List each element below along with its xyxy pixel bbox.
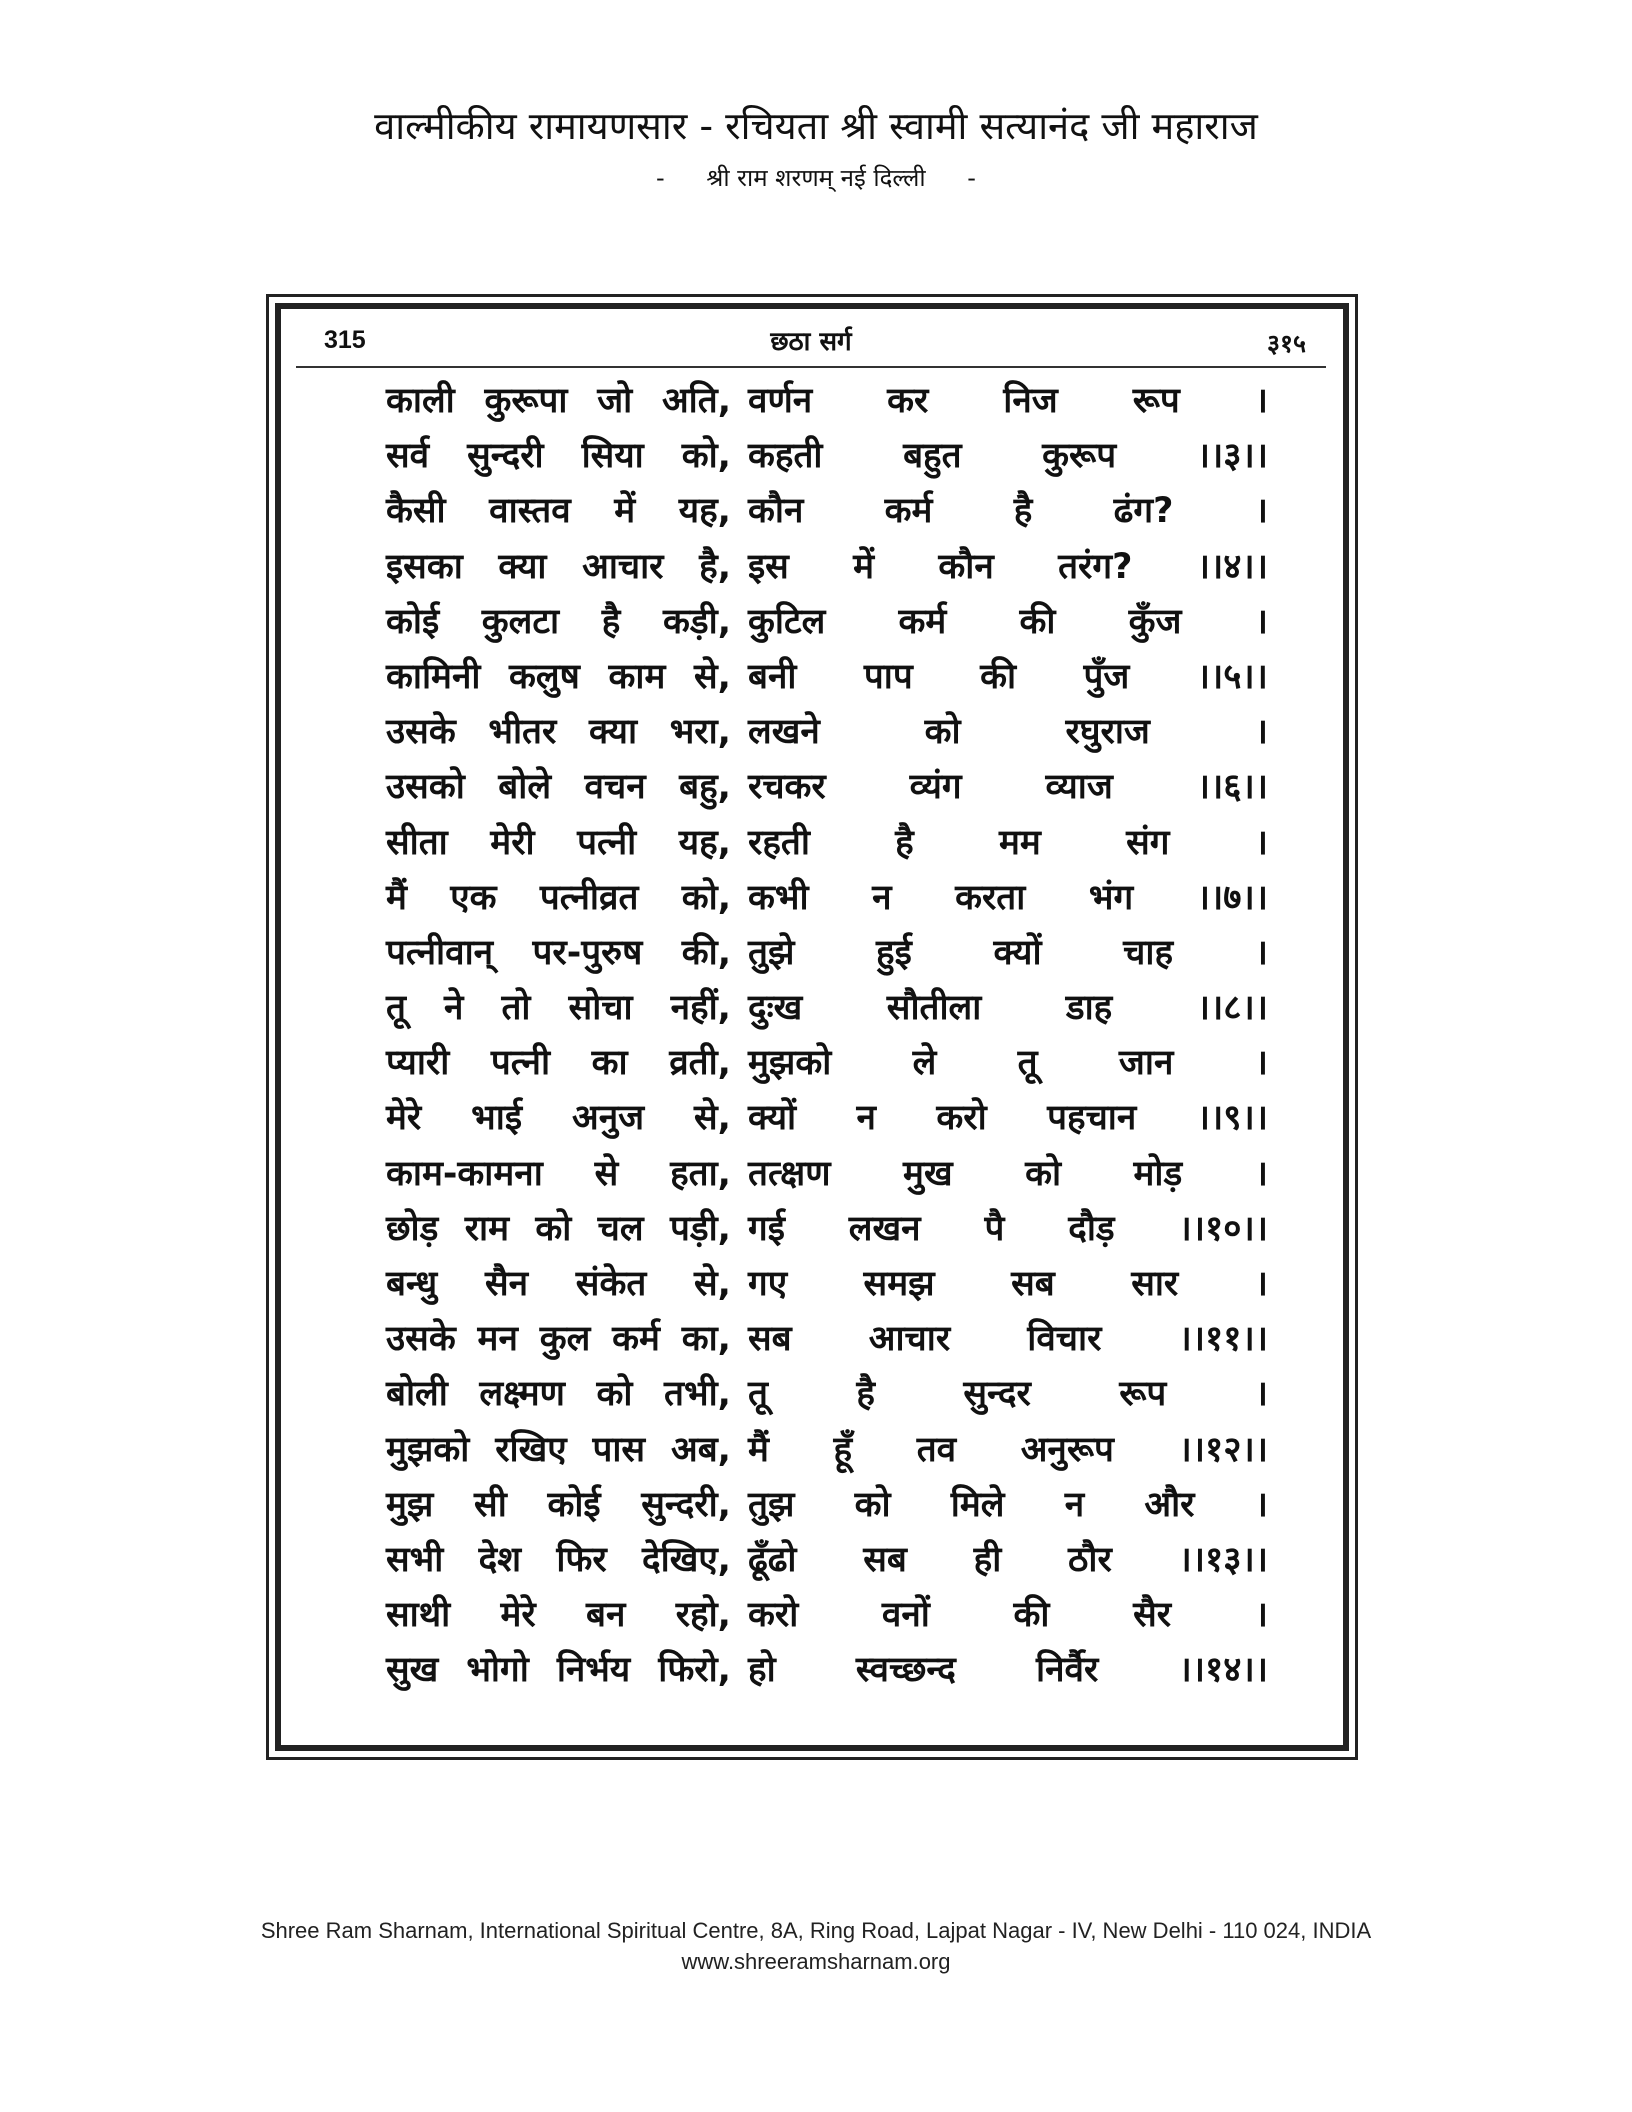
verse-first-half <box>386 1588 731 1643</box>
verse-word: ।।७।। <box>1196 877 1268 918</box>
verse-word: पै <box>984 1208 1005 1249</box>
verse-word: है <box>601 601 621 642</box>
verse-second-half <box>748 1147 1268 1202</box>
verse-word: की <box>1013 1595 1050 1636</box>
verse-word: देश <box>478 1539 522 1580</box>
verse-word: निज <box>1003 381 1058 421</box>
verse-word: रचकर <box>748 767 826 808</box>
verse-word: मेरी <box>490 822 535 863</box>
footer-website: www.shreeramsharnam.org <box>681 1949 951 1974</box>
verse-word: विचार <box>1027 1319 1102 1360</box>
verse-first-half <box>386 1478 731 1533</box>
verse-line <box>386 1257 1316 1312</box>
verse-word: पत्नीव्रत <box>539 877 639 918</box>
verse-word: फिर <box>556 1539 607 1580</box>
verse-word: सौतीला <box>886 988 982 1029</box>
verse-word: मुझको <box>748 1043 832 1084</box>
verse-line <box>386 926 1316 981</box>
verse-word: गए <box>748 1264 788 1304</box>
verse-word: ।।५।। <box>1196 656 1268 697</box>
verse-word: लक्ष्मण <box>479 1374 565 1415</box>
verse-word: । <box>1254 601 1268 642</box>
verse-word: ।।६।। <box>1196 767 1268 808</box>
verse-word: मम <box>998 822 1041 863</box>
verse-word: अब, <box>670 1429 731 1470</box>
verse-word: भीतर <box>488 712 557 753</box>
verse-word: यह, <box>678 491 731 532</box>
verse-word: मोड़ <box>1133 1153 1183 1194</box>
verse-word: कामिनी <box>386 656 481 697</box>
running-head <box>296 320 1326 368</box>
verse-word: कर्म <box>884 491 933 532</box>
verse-word: इस <box>748 546 789 587</box>
verse-word: रूप <box>1132 381 1180 421</box>
verse-word: रघुराज <box>1065 712 1150 753</box>
verse-word: है, <box>699 546 731 587</box>
verse-word: फिरो, <box>658 1650 731 1691</box>
verse-word: तव <box>916 1429 957 1470</box>
verse-word: कर्म <box>612 1319 660 1360</box>
verse-word: हूँ <box>833 1429 853 1470</box>
verse-word: तू <box>1017 1043 1038 1084</box>
verse-word: बोले <box>498 767 552 808</box>
header-dash-right: - <box>967 164 976 192</box>
verse-first-half <box>386 1367 731 1422</box>
page-number-right: ३१५ <box>1266 329 1306 358</box>
verse-word: । <box>1254 491 1268 532</box>
verse-word: उसके <box>386 1319 456 1360</box>
verse-word: पुँज <box>1083 656 1130 697</box>
verse-word: सब <box>863 1539 907 1580</box>
verse-word: डाह <box>1065 988 1113 1029</box>
verse-word: छोड़ <box>386 1208 439 1249</box>
verse-word: की, <box>681 932 731 973</box>
verse-second-half <box>748 1091 1268 1146</box>
verse-word: तुझे <box>748 932 795 973</box>
header-dash-left: - <box>656 164 665 192</box>
verse-word: व्रती, <box>669 1043 731 1084</box>
verse-word: ही <box>973 1539 1002 1580</box>
verse-second-half <box>748 1478 1268 1533</box>
verse-line <box>386 1312 1316 1367</box>
verse-word: सोचा <box>568 988 633 1029</box>
verse-first-half <box>386 871 731 926</box>
verse-first-half <box>386 760 731 815</box>
verse-word: निर्वैर <box>1036 1650 1099 1691</box>
verse-word: लखन <box>848 1208 921 1249</box>
verse-first-half <box>386 816 731 871</box>
verse-word: सीता <box>386 822 448 863</box>
verse-word: को, <box>681 436 731 477</box>
verse-first-half <box>386 1533 731 1588</box>
verse-word: कुरूपा <box>484 381 568 421</box>
verse-word: कभी <box>748 877 809 918</box>
verse-first-half <box>386 1423 731 1478</box>
verse-first-half <box>386 429 731 484</box>
verse-word: नहीं, <box>670 988 731 1029</box>
verse-word: जान <box>1118 1043 1174 1084</box>
verse-first-half <box>386 484 731 539</box>
verse-word: की <box>1019 601 1056 642</box>
verse-word: को, <box>681 877 731 918</box>
verse-word: क्या <box>498 546 547 587</box>
verse-second-half <box>748 1367 1268 1422</box>
verse-word: मेरे <box>386 1098 422 1139</box>
verse-word: कुलटा <box>481 601 560 642</box>
verse-second-half <box>748 705 1268 760</box>
verse-line <box>386 374 1316 429</box>
verse-word: भरा, <box>669 712 731 753</box>
verse-word: रहो, <box>675 1595 731 1636</box>
verse-second-half <box>748 871 1268 926</box>
verse-word: को <box>535 1208 572 1249</box>
verse-first-half <box>386 1257 731 1312</box>
verse-word: लखने <box>748 712 820 753</box>
verse-word: सैर <box>1133 1595 1172 1636</box>
verse-word: पहचान <box>1047 1098 1137 1139</box>
verse-word: करो <box>936 1098 987 1139</box>
verse-word: सुन्दरी <box>467 436 544 477</box>
verse-line <box>386 650 1316 705</box>
verse-first-half <box>386 1202 731 1257</box>
verse-word: है <box>1013 491 1033 532</box>
verse-line <box>386 1202 1316 1257</box>
verse-word: से, <box>694 1264 731 1304</box>
verse-word: सिया <box>581 436 644 477</box>
verse-word: ।।३।। <box>1196 436 1268 477</box>
verse-word: यह, <box>678 822 731 863</box>
verse-line <box>386 705 1316 760</box>
verse-word: कड़ी, <box>663 601 731 642</box>
verse-first-half <box>386 1147 731 1202</box>
verse-first-half <box>386 1643 731 1698</box>
verse-word: मन <box>477 1319 518 1360</box>
verse-first-half <box>386 540 731 595</box>
verse-word: । <box>1254 381 1268 421</box>
verse-word: बहुत <box>903 436 962 477</box>
verse-word: कलुष <box>509 656 580 697</box>
verse-word: सार <box>1131 1264 1179 1304</box>
verse-word: स्वच्छन्द <box>855 1650 956 1691</box>
verse-second-half <box>748 595 1268 650</box>
verse-list <box>386 374 1316 1699</box>
verse-first-half <box>386 374 731 429</box>
verse-word: को <box>1025 1153 1062 1194</box>
verse-word: तत्क्षण <box>748 1153 831 1194</box>
verse-word: ।।१२।। <box>1178 1429 1268 1470</box>
page-header <box>0 100 1632 196</box>
verse-first-half <box>386 650 731 705</box>
verse-word: साथी <box>386 1595 451 1636</box>
header-subtitle-text: श्री राम शरणम् नई दिल्ली <box>706 164 926 192</box>
verse-word: न <box>872 877 892 918</box>
verse-word: तो <box>501 988 531 1029</box>
verse-first-half <box>386 595 731 650</box>
verse-word: सब <box>1011 1264 1055 1304</box>
verse-line <box>386 981 1316 1036</box>
verse-word: पास <box>592 1429 646 1470</box>
verse-line <box>386 1036 1316 1091</box>
verse-second-half <box>748 760 1268 815</box>
verse-word: काम <box>608 656 666 697</box>
verse-word: । <box>1254 1484 1268 1525</box>
verse-word: करता <box>955 877 1026 918</box>
verse-second-half <box>748 1202 1268 1257</box>
verse-word: ठौर <box>1068 1539 1112 1580</box>
verse-word: में <box>614 491 636 532</box>
verse-word: मैं <box>748 1429 769 1470</box>
verse-word: करो <box>748 1595 799 1636</box>
verse-word: ले <box>912 1043 937 1084</box>
verse-second-half <box>748 1036 1268 1091</box>
verse-first-half <box>386 981 731 1036</box>
verse-word: कर्म <box>898 601 947 642</box>
verse-word: काली <box>386 381 455 421</box>
verse-word: रहती <box>748 822 810 863</box>
verse-second-half <box>748 1312 1268 1367</box>
verse-second-half <box>748 981 1268 1036</box>
verse-word: भाई <box>471 1098 523 1139</box>
verse-word: । <box>1254 1153 1268 1194</box>
verse-line <box>386 429 1316 484</box>
verse-word: व्याज <box>1045 767 1113 808</box>
verse-word: को <box>596 1374 633 1415</box>
verse-word: बन <box>586 1595 626 1636</box>
verse-word: पाप <box>863 656 913 697</box>
verse-word: दौड़ <box>1068 1208 1115 1249</box>
verse-second-half <box>748 1588 1268 1643</box>
verse-word: कुल <box>539 1319 591 1360</box>
verse-word: राम <box>464 1208 509 1249</box>
page-number-left: 315 <box>324 326 366 354</box>
verse-first-half <box>386 926 731 981</box>
verse-word: वचन <box>584 767 646 808</box>
verse-word: न <box>856 1098 876 1139</box>
verse-word: वर्णन <box>748 381 813 421</box>
verse-word: गई <box>748 1208 785 1249</box>
page-footer <box>0 1915 1632 1977</box>
verse-word: एक <box>450 877 497 918</box>
verse-line <box>386 1091 1316 1146</box>
verse-word: । <box>1254 1043 1268 1084</box>
verse-word: तभी, <box>664 1374 731 1415</box>
verse-second-half <box>748 1257 1268 1312</box>
verse-word: का, <box>681 1319 731 1360</box>
verse-word: तरंग? <box>1058 546 1133 587</box>
verse-word: ढंग? <box>1113 491 1174 532</box>
verse-word: ने <box>444 988 464 1029</box>
verse-word: अनुरूप <box>1020 1429 1114 1470</box>
verse-word: । <box>1254 822 1268 863</box>
verse-word: चाह <box>1123 932 1174 973</box>
header-subtitle <box>0 160 1632 196</box>
verse-word: ।।८।। <box>1196 988 1268 1029</box>
verse-word: वास्तव <box>489 491 571 532</box>
verse-word: सुख <box>386 1650 439 1691</box>
verse-word: । <box>1254 1264 1268 1304</box>
verse-word: कर <box>887 381 929 421</box>
verse-line <box>386 760 1316 815</box>
verse-word: दुःख <box>748 988 803 1029</box>
verse-word: संग <box>1126 822 1170 863</box>
footer-address: Shree Ram Sharnam, International Spiritual Centre, 8A, Ring Road, Lajpat Nagar - IV, New Delhi - 110 024, INDIA <box>260 1918 1372 1943</box>
verse-second-half <box>748 484 1268 539</box>
verse-word: कौन <box>748 491 804 532</box>
verse-word: मुख <box>903 1153 953 1194</box>
verse-word: है <box>895 822 914 863</box>
verse-word: । <box>1254 1595 1268 1636</box>
verse-second-half <box>748 374 1268 429</box>
verse-line <box>386 1478 1316 1533</box>
verse-word: रखिए <box>495 1429 567 1470</box>
verse-line <box>386 1367 1316 1422</box>
header-title: वाल्मीकीय रामायणसार - रचियता श्री स्वामी सत्यानंद जी महाराज <box>374 104 1258 148</box>
verse-word: । <box>1254 932 1268 973</box>
verse-second-half <box>748 429 1268 484</box>
verse-line <box>386 595 1316 650</box>
verse-second-half <box>748 816 1268 871</box>
verse-word: पर-पुरुष <box>532 932 643 973</box>
verse-line <box>386 871 1316 926</box>
verse-word: आचार <box>868 1319 951 1360</box>
verse-word: ।।१४।। <box>1178 1650 1268 1691</box>
verse-line <box>386 540 1316 595</box>
verse-word: में <box>853 546 875 587</box>
verse-word: हता, <box>670 1153 731 1194</box>
verse-word: हुई <box>876 932 912 973</box>
section-title: छठा सर्ग <box>770 327 852 357</box>
verse-word: का <box>591 1043 628 1084</box>
verse-word: आचार <box>582 546 664 587</box>
verse-word: कौन <box>938 546 994 587</box>
verse-first-half <box>386 1091 731 1146</box>
verse-word: अनुज <box>571 1098 645 1139</box>
verse-line <box>386 816 1316 871</box>
verse-word: काम-कामना <box>386 1153 543 1194</box>
verse-word: सी <box>474 1484 507 1525</box>
verse-word: देखिए, <box>642 1539 731 1580</box>
verse-word: कोई <box>386 601 440 642</box>
verse-word: है <box>856 1374 875 1415</box>
verse-word: ।।४।। <box>1196 546 1268 587</box>
verse-first-half <box>386 1036 731 1091</box>
verse-word: को <box>924 712 961 753</box>
verse-word: कुरूप <box>1042 436 1117 477</box>
verse-word: ।।१०।। <box>1178 1208 1268 1249</box>
verse-word: पत्नीवान् <box>386 932 494 973</box>
verse-second-half <box>748 650 1268 705</box>
verse-word: बोली <box>386 1374 448 1415</box>
verse-word: तू <box>386 988 406 1029</box>
verse-word: प्यारी <box>386 1043 450 1084</box>
verse-word: और <box>1144 1484 1195 1525</box>
verse-word: सैन <box>484 1264 529 1304</box>
verse-line <box>386 484 1316 539</box>
verse-word: से, <box>694 656 731 697</box>
verse-second-half <box>748 540 1268 595</box>
verse-word: । <box>1254 712 1268 753</box>
verse-word: जो <box>597 381 633 421</box>
verse-line <box>386 1423 1316 1478</box>
verse-word: सुन्दर <box>963 1374 1031 1415</box>
verse-word: मुझ <box>386 1484 434 1525</box>
verse-word: सभी <box>386 1539 444 1580</box>
verse-second-half <box>748 1423 1268 1478</box>
verse-word: क्यों <box>993 932 1042 973</box>
verse-word: मेरे <box>500 1595 536 1636</box>
verse-word: सब <box>748 1319 792 1360</box>
verse-word: निर्भय <box>556 1650 631 1691</box>
verse-word: कोई <box>547 1484 601 1525</box>
verse-word: हो <box>748 1650 776 1691</box>
verse-word: न <box>1064 1484 1085 1525</box>
verse-word: भंग <box>1088 877 1134 918</box>
verse-word: बन्धु <box>386 1264 438 1304</box>
verse-word: मिले <box>950 1484 1005 1525</box>
verse-word: व्यंग <box>909 767 962 808</box>
verse-word: अति, <box>661 381 731 421</box>
verse-word: कहती <box>748 436 823 477</box>
verse-word: । <box>1254 1374 1268 1415</box>
verse-word: समझ <box>863 1264 935 1304</box>
verse-word: पत्नी <box>490 1043 551 1084</box>
verse-word: रूप <box>1119 1374 1167 1415</box>
verse-word: पत्नी <box>577 822 637 863</box>
verse-word: कुँज <box>1128 601 1182 642</box>
verse-word: संकेत <box>575 1264 647 1304</box>
verse-line <box>386 1533 1316 1588</box>
verse-first-half <box>386 705 731 760</box>
verse-word: बहु, <box>679 767 731 808</box>
verse-word: मुझको <box>386 1429 470 1470</box>
verse-word: को <box>854 1484 891 1525</box>
verse-word: भोगो <box>466 1650 529 1691</box>
verse-word: सुन्दरी, <box>641 1484 731 1525</box>
verse-second-half <box>748 1643 1268 1698</box>
verse-word: उसको <box>386 767 465 808</box>
verse-word: ढूँढो <box>748 1539 797 1580</box>
verse-word: से <box>594 1153 619 1194</box>
verse-word: सर्व <box>386 436 430 477</box>
verse-line <box>386 1588 1316 1643</box>
verse-word: पड़ी, <box>670 1208 731 1249</box>
verse-second-half <box>748 1533 1268 1588</box>
verse-word: ।।११।। <box>1178 1319 1268 1360</box>
verse-line <box>386 1147 1316 1202</box>
verse-word: इसका <box>386 546 463 587</box>
verse-word: की <box>980 656 1017 697</box>
verse-word: वनों <box>881 1595 930 1636</box>
verse-word: ।।१३।। <box>1178 1539 1268 1580</box>
verse-second-half <box>748 926 1268 981</box>
verse-word: कुटिल <box>748 601 826 642</box>
verse-word: क्यों <box>748 1098 797 1139</box>
verse-word: चल <box>597 1208 644 1249</box>
verse-word: तू <box>748 1374 768 1415</box>
verse-word: ।।९।। <box>1196 1098 1268 1139</box>
verse-word: उसके <box>386 712 456 753</box>
verse-word: क्या <box>588 712 638 753</box>
verse-word: कैसी <box>386 491 446 532</box>
verse-word: तुझ <box>748 1484 795 1525</box>
verse-first-half <box>386 1312 731 1367</box>
verse-word: बनी <box>748 656 797 697</box>
verse-word: से, <box>694 1098 731 1139</box>
verse-line <box>386 1643 1316 1698</box>
verse-word: मैं <box>386 877 407 918</box>
